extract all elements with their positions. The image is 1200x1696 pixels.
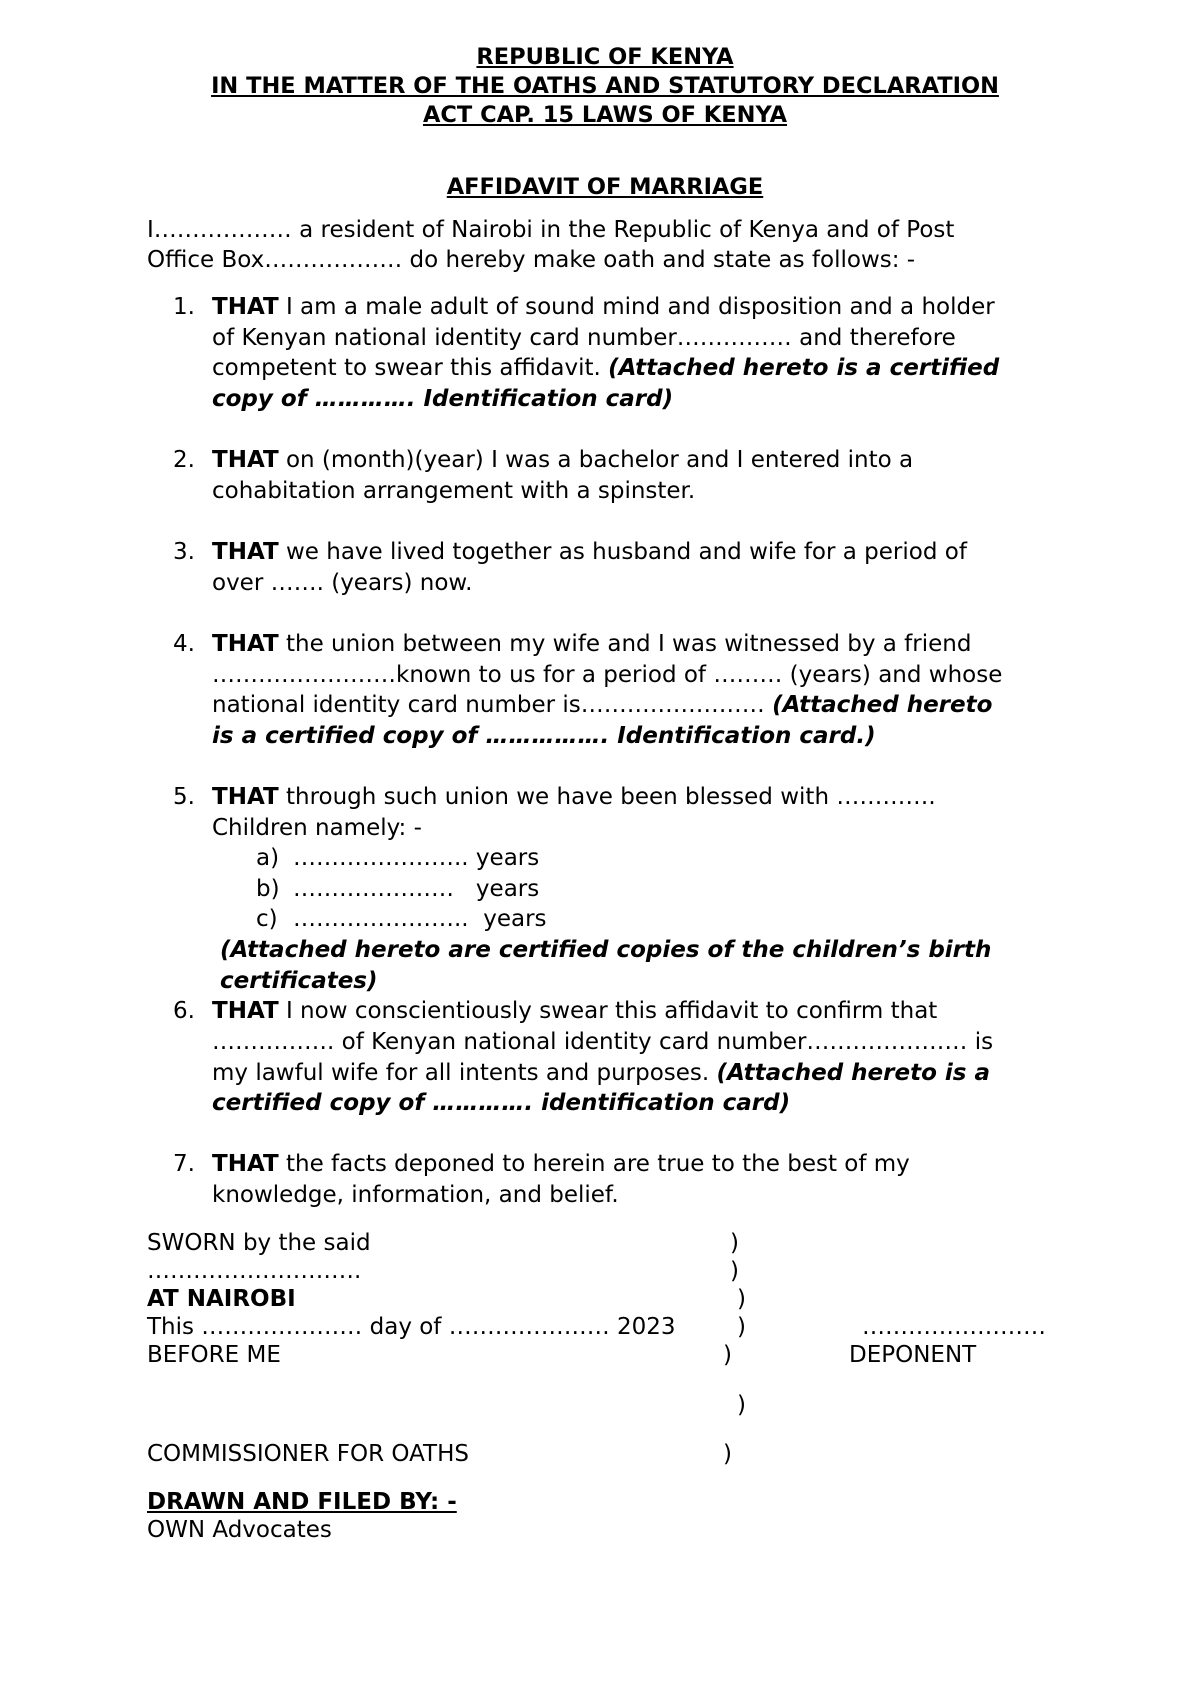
bracket-2: ): [730, 1258, 739, 1284]
item-6-text: I now conscientiously swear this affidavit to confirm that: [278, 998, 938, 1024]
that-keyword: THAT: [212, 631, 279, 657]
child-c-letter: c): [256, 906, 278, 932]
bracket-3: ): [737, 1286, 746, 1312]
item-1-line-1: [212, 294, 995, 320]
drawn-and-filed-by: DRAWN AND FILED BY: -: [147, 1489, 457, 1515]
sworn-name-dots: ……………………….: [147, 1258, 362, 1284]
item-5-line-1: [212, 784, 936, 810]
that-keyword: THAT: [212, 294, 279, 320]
item-2-line-2: cohabitation arrangement with a spinster.: [212, 478, 696, 504]
deponent-label: DEPONENT: [849, 1342, 977, 1368]
that-keyword: THAT: [212, 1151, 279, 1177]
item-4-line-1: [212, 631, 971, 657]
item-6-attachment: (Attached hereto is a: [716, 1060, 990, 1086]
item-5-text: through such union we have been blessed with ………….: [278, 784, 936, 810]
item-1-text: I am a male adult of sound mind and disposition and a holder: [278, 294, 995, 320]
item-3-line-1: [212, 539, 967, 565]
item-4-attachment: (Attached hereto: [772, 692, 993, 718]
header-matter: IN THE MATTER OF THE OATHS AND STATUTORY DECLARATION: [211, 73, 999, 99]
intro-line-2: Office Box……………… do hereby make oath and state as follows: -: [147, 247, 916, 273]
child-b-letter: b): [256, 876, 280, 902]
child-c-text: ………………….. years: [293, 906, 547, 932]
item-6-number: 6.: [173, 998, 195, 1024]
item-5-attachment-1: (Attached hereto are certified copies of the children’s birth: [220, 937, 992, 963]
sworn-label: SWORN by the said: [147, 1230, 371, 1256]
item-6-text: my lawful wife for all intents and purposes.: [212, 1060, 717, 1086]
deponent-signature-dots: ……………………: [862, 1314, 1046, 1340]
item-2-line-1: [212, 447, 913, 473]
item-4-line-3: [212, 692, 992, 718]
item-4-text: national identity card number is……………………: [212, 692, 773, 718]
item-2-text: on (month)(year) I was a bachelor and I entered into a: [278, 447, 914, 473]
item-6-line-3: [212, 1060, 990, 1086]
header-act: ACT CAP. 15 LAWS OF KENYA: [422, 102, 788, 128]
item-4-line-2: ……………………known to us for a period of ……… (years) and whose: [212, 662, 1003, 688]
item-1-attachment: (Attached hereto is a certified: [608, 355, 1000, 381]
child-b-text: ………………… years: [293, 876, 540, 902]
commissioner-for-oaths: COMMISSIONER FOR OATHS: [147, 1441, 469, 1467]
before-me: BEFORE ME: [147, 1342, 281, 1368]
item-1-line-3: [212, 355, 999, 381]
item-5-attachment-2: certificates): [220, 968, 378, 994]
item-7-number: 7.: [173, 1151, 195, 1177]
item-1-line-4: copy of …………. Identification card): [212, 386, 674, 412]
header-republic: REPUBLIC OF KENYA: [476, 44, 734, 70]
item-4-line-4: is a certified copy of ……………. Identification card.): [212, 723, 876, 749]
item-3-text: we have lived together as husband and wife for a period of: [278, 539, 967, 565]
that-keyword: THAT: [212, 539, 279, 565]
item-5-line-2: Children namely: -: [212, 815, 422, 841]
item-5-number: 5.: [173, 784, 195, 810]
at-nairobi: AT NAIROBI: [147, 1286, 296, 1312]
item-6-line-1: [212, 998, 937, 1024]
item-4-number: 4.: [173, 631, 195, 657]
item-7-line-2: knowledge, information, and belief.: [212, 1182, 619, 1208]
item-6-line-4: certified copy of …………. identification card): [212, 1090, 791, 1116]
that-keyword: THAT: [212, 784, 279, 810]
item-7-text: the facts deponed to herein are true to the best of my: [278, 1151, 910, 1177]
document-title: AFFIDAVIT OF MARRIAGE: [446, 174, 764, 200]
bracket-1: ): [730, 1230, 739, 1256]
that-keyword: THAT: [212, 447, 279, 473]
bracket-4: ): [737, 1314, 746, 1340]
item-2-number: 2.: [173, 447, 195, 473]
item-3-line-2: over ……. (years) now.: [212, 570, 473, 596]
item-7-line-1: [212, 1151, 910, 1177]
firm-name: OWN Advocates: [147, 1517, 332, 1543]
item-3-number: 3.: [173, 539, 195, 565]
item-1-number: 1.: [173, 294, 195, 320]
that-keyword: THAT: [212, 998, 279, 1024]
item-1-text: competent to swear this affidavit.: [212, 355, 609, 381]
bracket-7: ): [723, 1441, 732, 1467]
item-1-line-2: of Kenyan national identity card number…………… and therefore: [212, 325, 956, 351]
item-4-text: the union between my wife and I was witnessed by a friend: [278, 631, 972, 657]
item-6-line-2: ……………. of Kenyan national identity card number………………… is: [212, 1029, 994, 1055]
bracket-6: ): [737, 1392, 746, 1418]
child-a-letter: a): [256, 845, 280, 871]
intro-line-1: I……………… a resident of Nairobi in the Republic of Kenya and of Post: [147, 217, 955, 243]
bracket-5: ): [723, 1342, 732, 1368]
child-a-text: ………………….. years: [293, 845, 540, 871]
sworn-date-line: This ………………… day of ………………… 2023: [147, 1314, 676, 1340]
